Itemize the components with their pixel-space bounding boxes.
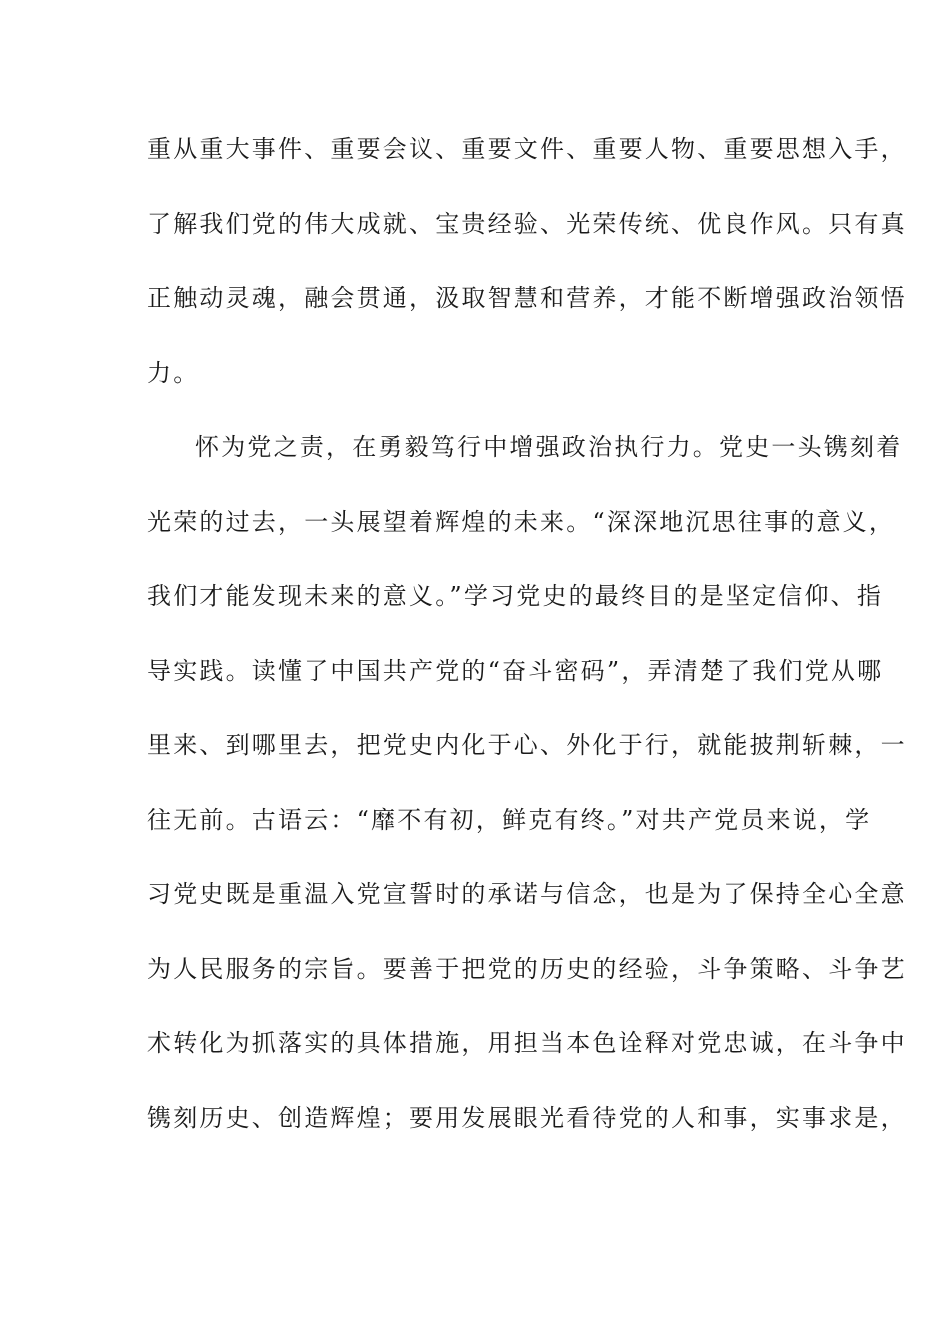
text-line: 习党史既是重温入党宣誓时的承诺与信念，也是为了保持全心全意 (147, 880, 907, 908)
text-line: 力。 (147, 358, 200, 387)
text-line: 术转化为抓落实的具体措施，用担当本色诠释对党忠诚，在斗争中 (147, 1029, 907, 1057)
text-line: 镌刻历史、创造辉煌；要用发展眼光看待党的人和事，实事求是， (147, 1103, 907, 1132)
text-line: 了解我们党的伟大成就、宝贵经验、光荣传统、优良作风。只有真 (147, 209, 907, 238)
text-line: 正触动灵魂，融会贯通，汲取智慧和营养，才能不断增强政治领悟 (147, 284, 907, 312)
text-line: 为人民服务的宗旨。要善于把党的历史的经验，斗争策略、斗争艺 (147, 954, 907, 983)
body-text (147, 125, 907, 1168)
text-line: 导实践。读懂了中国共产党的“奋斗密码”，弄清楚了我们党从哪 (147, 656, 884, 685)
paragraph-start-line: 怀为党之责，在勇毅笃行中增强政治执行力。党史一头镌刻着 (195, 433, 903, 461)
text-line: 里来、到哪里去，把党史内化于心、外化于行，就能披荆斩棘，一 (147, 731, 907, 759)
text-line: 光荣的过去，一头展望着辉煌的未来。“深深地沉思往事的意义， (147, 507, 896, 536)
text-line: 重从重大事件、重要会议、重要文件、重要人物、重要思想入手， (147, 135, 907, 163)
text-line: 我们才能发现未来的意义。”学习党史的最终目的是坚定信仰、指 (147, 582, 884, 610)
text-line: 往无前。古语云：“靡不有初，鲜克有终。”对共产党员来说，学 (147, 805, 872, 834)
